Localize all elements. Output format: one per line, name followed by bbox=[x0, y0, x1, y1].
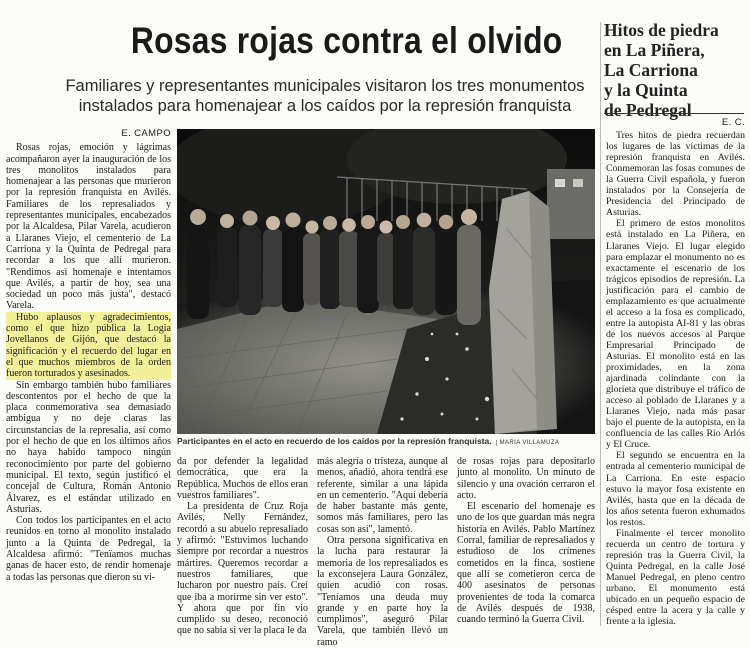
sidebar-title bbox=[604, 20, 744, 120]
sidebar-title-line: en La Piñera, bbox=[604, 40, 705, 60]
column-divider bbox=[600, 22, 601, 626]
article-paragraph: da por defender la legalidad democrática, que era la República. Muchos de ellos eran vuestros familiares". bbox=[177, 456, 308, 501]
article-paragraph: Rosas rojas, emoción y lágrimas acompañaron ayer la inauguración de los tres monolitos instalados para homenajear a las personas que murieron por la represión franquista en Avilés. Familiares de los represaliados y representantes municipales, encabezados por la Alcaldesa, Pilar Varela, acudieron a Llaranes Viejo, el cementerio de La Carriona y la Quinta de Pedregal para recordar a los que allí murieron. "Rendimos así homenaje e intentamos que Avilés, a partir de hoy, sea una sociedad un poco más justa", destacó Varela. bbox=[6, 142, 171, 312]
sidebar-paragraph: Tres hitos de piedra recuerdan los lugares de las víctimas de la represión franquista en Avilés. Conmemoran las fosas comunes de la Guerra Civil española, y fueron instalados por la Consejería de Presidencia del Principado de Asturias. bbox=[606, 130, 745, 219]
sidebar-title-line: Hitos de piedra bbox=[604, 20, 719, 40]
sidebar-rule bbox=[604, 113, 744, 114]
deck-subtitle: Familiares y representantes municipales visitaron los tres monumentos instalados para homenajear a los caídos por la represión franquista bbox=[65, 77, 585, 115]
article-photo bbox=[177, 129, 595, 434]
article-byline: E. CAMPO bbox=[121, 128, 171, 139]
sidebar-title-line: de Pedregal bbox=[604, 100, 692, 120]
sidebar-title-line: La Carriona bbox=[604, 60, 698, 80]
article-paragraph: Con todos los participantes en el acto reunidos en torno al monolito instalado junto a la Quinta de Pedregal, la Alcaldesa afirmó: "Tenïamos muchas ganas de hacer esto, de rendir homenaje a todas las personas que dieron su vi- bbox=[6, 515, 171, 583]
photo-caption bbox=[177, 436, 595, 446]
photo-credit: MARIA VILLAMUZA bbox=[496, 440, 560, 446]
article-paragraph: La presidenta de Cruz Roja Avilés, Nelly Fernández, recordó a su abuelo represaliado y afirmó: "Estuvimos luchando siempre por recordar a nuestros mártires. Queremos recordar a nuestros familiares, que lucharon por nuestro país. Creí que iba a morirme sin ver esto". Y ahora que por fin vio cumplido su deseo, reconoció que no sabía si ver la placa le da bbox=[177, 501, 308, 637]
article-paragraph: Sin embargo también hubo familiares descontentos por el hecho de que la placa conmemorativa sea demasiado ambigua y no deje claras las circunstancias de la represalia, así como por el hecho de que en los últimos años no haya habido tampoco ningún reconocimiento por parte del gobierno municipal. El texto, según justificó el concejal de Cultura, Román Antonio Álvarez, es el estándar utilizado en Asturias. bbox=[6, 379, 171, 515]
article-paragraph: de rosas rojas para depositarlo junto al monolito. Un minuto de silencio y una ovación cerraron el acto. bbox=[457, 456, 595, 501]
article-paragraph: más alegría o tristeza, aunque al menos, añadió, ahora tendrá ese referente, similar a una lápida en un cementerio. "Aquí debería de haber bastante más gente, somos más familiares, pero las cosas son así", lamentó. bbox=[317, 456, 448, 535]
sidebar-column bbox=[606, 117, 745, 627]
photo-caption-text: Participantes en el acto en recuerdo de los caídos por la represión franquista. bbox=[177, 436, 492, 446]
article-column-3 bbox=[317, 456, 448, 648]
article-column-1 bbox=[6, 128, 171, 583]
photo-illustration bbox=[177, 129, 595, 434]
highlighted-paragraph: Hubo aplausos y agradecimientos, como el que hizo pública la Logia Jovellanos de Gijón, que destacó la significación y el recuerdo del lugar en el que muchos miembros de la orden fueron torturados y asesinados. bbox=[6, 311, 171, 380]
sidebar-title-line: y la Quinta bbox=[604, 80, 688, 100]
sidebar-paragraph: Finalmente el tercer monolito recuerda un centro de tortura y represión tras la Guerra Civil, la Quinta Pedregal, en la calle José Manuel Pedregal, en pleno centro urbano. El monumento está ubicado en un pequeño espacio de césped entre la acera y la calle y frente a la iglesia. bbox=[606, 527, 745, 628]
sidebar-paragraph: El segundo se encuentra en la entrada al cementerio municipal de La Carriona. En este espacio estuvo la mayor fosa existente en Avilés, hasta que en la década de los años setenta fueron exhumados los restos. bbox=[606, 450, 745, 528]
headline: Rosas rojas contra el olvido bbox=[130, 20, 563, 61]
article-paragraph: Otra persona significativa en la lucha para restaurar la memoria de los represaliados es la exconsejera Laura González, quien acudió con rosas. "Teníamos una deuda muy grande y en parte hoy la cumplimos", aseguró Pilar Varela, que también llevó un ramo bbox=[317, 535, 448, 648]
article-column-4 bbox=[457, 456, 595, 625]
article-column-2 bbox=[177, 456, 308, 637]
sidebar-paragraph: El primero de estos monolitos está instalado en La Piñera, en Llaranes Viejo. El lugar elegido para emplazar el monumento no es exactamente el escenario de los trágicos episodios de represión. La justificación para el cambio de emplazamiento es que actualmente el acceso a la fosa es complicado, entre la autopista AI-81 y las obras de los nuevos accesos al Parque Empresarial Principado de Asturias. El monolito está en las proximidades, en la zona ajardinada colindante con la glorieta que distribuye el tráfico de acceso al poblado de Llaranes y a Llaranes Viejo, nada más pasar bajo el puente de la autopista, en la confluencia de las calles Río Arlós y El Cruce. bbox=[606, 218, 745, 451]
article-paragraph: El escenario del homenaje es uno de los que guardan más negra historia en Avilés. Pablo Martínez Corral, familiar de represaliados y estudioso de los crímenes cometidos en la finca, sostiene que allí se cometieron cerca de 400 asesinatos de personas provenientes de toda la comarca de Avilés después de 1938, cuando terminó la Guerra Civil. bbox=[457, 501, 595, 626]
sidebar-byline: E. C. bbox=[721, 117, 745, 128]
